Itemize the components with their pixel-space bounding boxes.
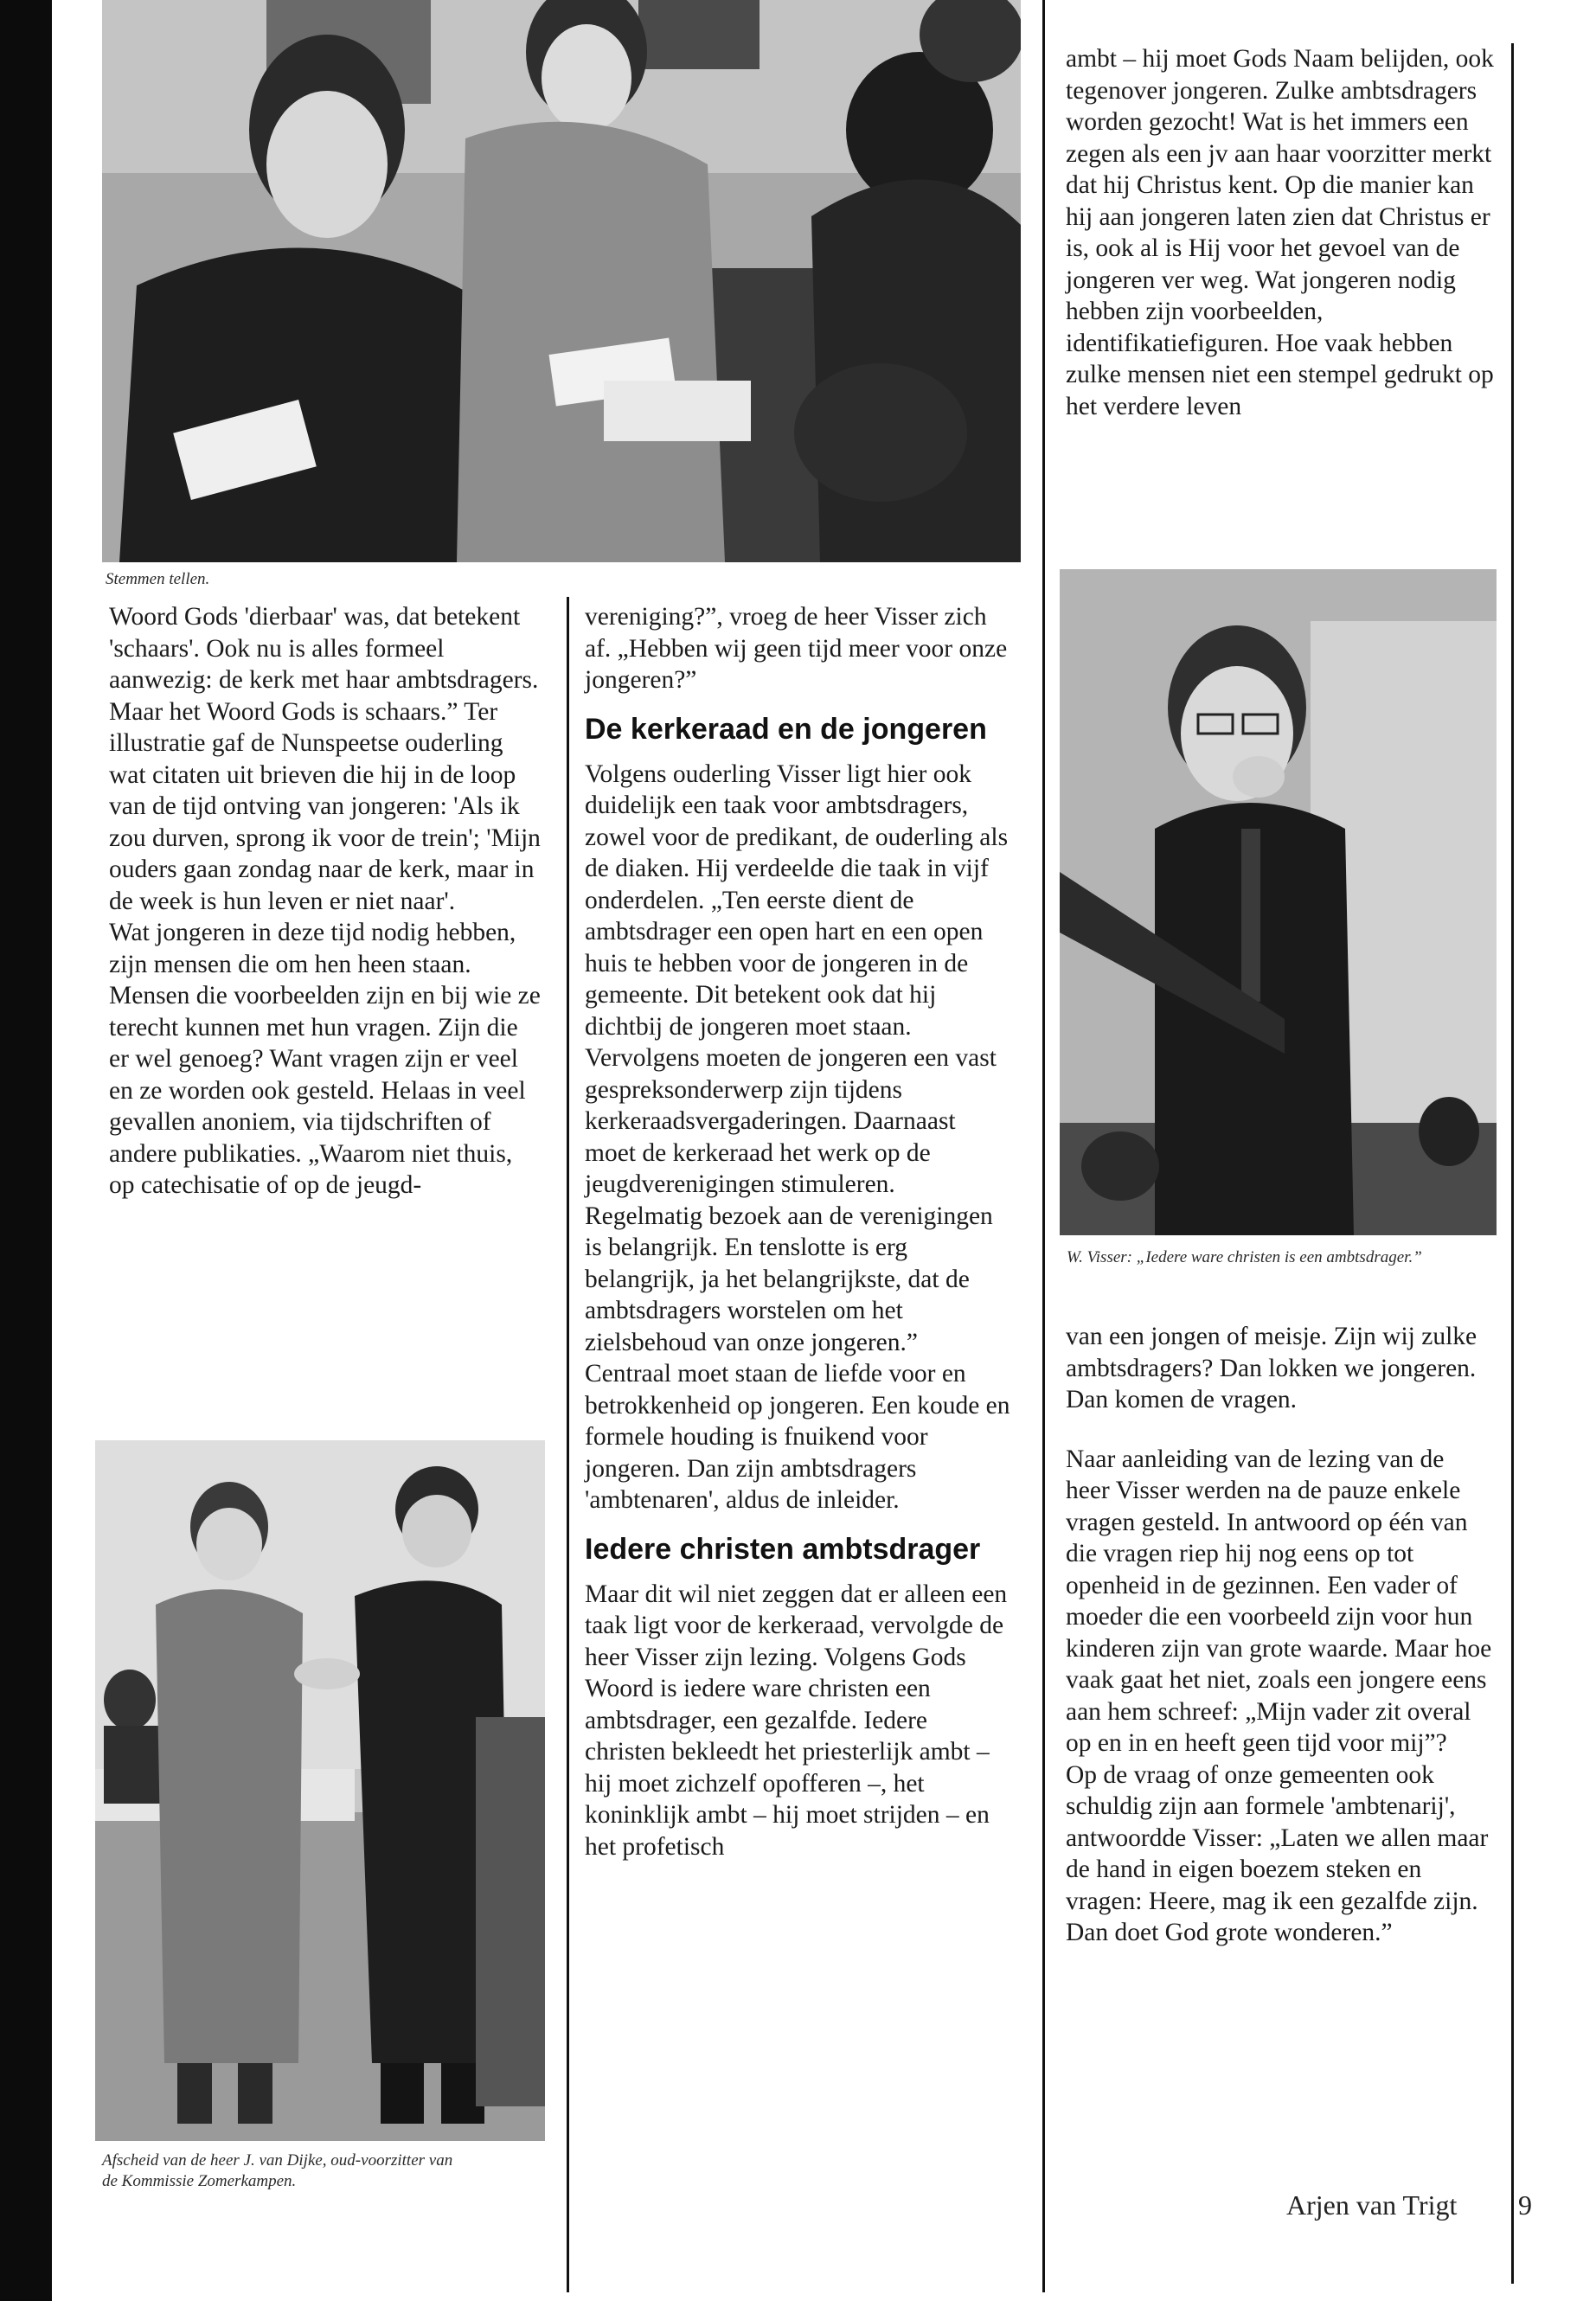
column-divider-right: [1042, 0, 1045, 2292]
paragraph: Wat jongeren in deze tijd nodig hebben, zijn mensen die om hen heen staan. Mensen die voorbeelden zijn en bij wie ze terecht kunnen met hun vragen. Zijn die er wel genoeg? Want vragen zijn er veel en ze worden ook gesteld. Helaas in veel gevallen anoniem, via tijdschriften of andere publikaties. „Waarom niet thuis, op catechisatie of op de jeugd-: [109, 919, 541, 1199]
scan-edge: [0, 0, 52, 2301]
caption-speaker: W. Visser: „Iedere ware christen is een ambtsdrager.”: [1067, 1248, 1422, 1266]
paragraph: vereniging?”, vroeg de heer Visser zich af. „Hebben wij geen tijd meer voor onze jongeren?”: [585, 603, 1008, 694]
column-1-text: [109, 601, 542, 1202]
paragraph: Woord Gods 'dierbaar' was, dat betekent 'schaars'. Ook nu is alles formeel aanwezig: de kerk met haar ambtsdragers. Maar het Woord Gods is schaars.” Ter illustratie gaf de Nunspeetse ouderling wat citaten uit brieven die hij in de loop van de tijd ontving van jongeren: 'Als ik zou durven, sprong ik voor de trein'; 'Mijn ouders gaan zondag naar de kerk, maar in de week is hun leven er niet naar'.: [109, 603, 541, 915]
section-heading: De kerkeraad en de jongeren: [585, 712, 987, 746]
section-heading: Iedere christen ambtsdrager: [585, 1532, 981, 1566]
column-2-text: [585, 601, 1010, 1862]
column-3-text-bottom: [1066, 1321, 1494, 1949]
paragraph: Op de vraag of onze gemeenten ook schuldig zijn aan formele 'ambtenarij', antwoordde Visser: „Laten we allen maar de hand in eigen boezem steken en vragen: Heere, mag ik een gezalfde zijn. Dan doet God grote wonderen.”: [1066, 1760, 1489, 1946]
paragraph: van een jongen of meisje. Zijn wij zulke ambtsdragers? Dan lokken we jongeren. Dan komen de vragen.: [1066, 1323, 1477, 1413]
author-byline: Arjen van Trigt: [1286, 2189, 1458, 2221]
caption-farewell: Afscheid van de heer J. van Dijke, oud-voorzitter van de Kommissie Zomerkampen.: [102, 2151, 453, 2190]
photo-speaker-visser: [1060, 569, 1497, 1235]
photo-farewell-handshake: [95, 1440, 545, 2141]
paragraph: Volgens ouderling Visser ligt hier ook duidelijk een taak voor ambtsdragers, zowel voor de predikant, de ouderling als de diaken. Hij verdeelde die taak in vijf onderdelen. „Ten eerste dient de ambtsdrager een open hart en een open huis te hebben voor de jongeren in de gemeente. Dit betekent ook dat hij dichtbij de jongeren moet staan. Vervolgens moeten de jongeren een vast gespreksonderwerp zijn tijdens kerkeraadsvergaderingen. Daarnaast moet de kerkeraad het werk op de jeugdverenigingen stimuleren. Regelmatig bezoek aan de verenigingen is belangrijk. En tenslotte is erg belangrijk, ja het belangrijkste, dat de ambtsdragers worstelen om het zielsbehoud van onze jongeren.” Centraal moet staan de liefde voor en betrokkenheid op jongeren. Een koude en formele houding is fnuikend voor jongeren. Dan zijn ambtsdragers 'ambtenaren', aldus de inleider.: [585, 760, 1010, 1514]
page-border-right: [1511, 43, 1514, 2284]
photo-counting-votes: [102, 0, 1021, 562]
column-divider-left: [567, 597, 569, 2292]
paragraph: Maar dit wil niet zeggen dat er alleen een taak ligt voor de kerkeraad, vervolgde de heer Visser zijn lezing. Volgens Gods Woord is iedere ware christen een ambtsdrager, een gezalfde. Iedere christen bekleedt het priesterlijk ambt – hij moet zichzelf opofferen –, het koninklijk ambt – hij moet strijden – en het profetisch: [585, 1580, 1008, 1861]
page-number: 9: [1518, 2189, 1532, 2221]
paragraph: ambt – hij moet Gods Naam belijden, ook tegenover jongeren. Zulke ambtsdragers worden gezocht! Wat is het immers een zegen als een jv aan haar voorzitter merkt dat hij Christus kent. Op die manier kan hij aan jongeren laten zien dat Christus er is, ook al is Hij voor het gevoel van de jongeren ver weg. Wat jongeren nodig hebben zijn voorbeelden, identifikatiefiguren. Hoe vaak hebben zulke mensen niet een stempel gedrukt op het verdere leven: [1066, 45, 1494, 420]
caption-counting-votes: Stemmen tellen.: [106, 570, 210, 588]
paragraph: Naar aanleiding van de lezing van de heer Visser werden na de pauze enkele vragen gesteld. In antwoord op één van die vragen riep hij nog eens op tot openheid in de gezinnen. Een vader of moeder die een voorbeeld zijn voor hun kinderen zijn van grote waarde. Maar hoe vaak gaat het niet, zoals een jongere eens aan hem schreef: „Mijn vader zit overal op en in en heeft geen tijd voor mij”?: [1066, 1445, 1492, 1757]
column-3-text-top: [1066, 43, 1494, 422]
